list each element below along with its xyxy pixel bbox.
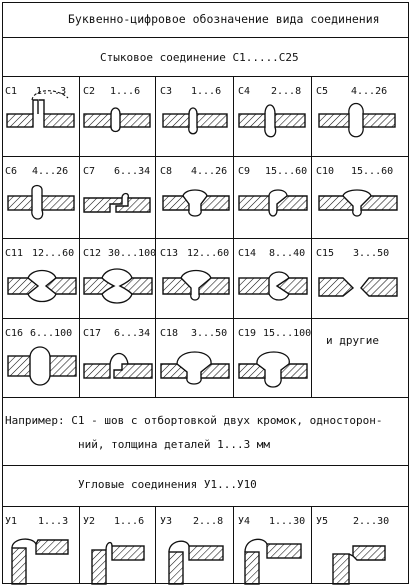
cell-code: С12 [83, 248, 102, 259]
cell-u3 [157, 508, 235, 588]
cell-u2 [80, 508, 158, 588]
cell-range: 3...50 [353, 248, 390, 259]
cell-code: С8 [160, 166, 173, 177]
cell-code: С19 [238, 328, 257, 339]
example-line-1: Например: С1 - шов с отбортовкой двух кромок, односторон- [5, 414, 383, 427]
cell-c2 [80, 78, 158, 158]
cell-code: С1 [5, 86, 18, 97]
cell-u5 [313, 508, 391, 588]
cell-code: У4 [238, 516, 251, 527]
weld-sketch-u2 [80, 508, 155, 588]
cell-code: У3 [160, 516, 173, 527]
rule-8 [2, 506, 409, 507]
cell-range: 1...3 [38, 516, 69, 527]
cell-c1 [2, 78, 80, 158]
rule-1 [2, 37, 409, 38]
cell-c7 [80, 158, 158, 238]
cell-range: 12...60 [187, 248, 230, 259]
weld-sketch-c8 [157, 158, 233, 238]
butt-section-title: Стыковое соединение С1.....С25 [100, 51, 299, 64]
weld-sketch-c17 [80, 320, 155, 400]
weld-sketch-c2 [80, 78, 155, 158]
cell-c3 [157, 78, 235, 158]
weld-sketch-c5 [313, 78, 407, 158]
weld-sketch-c16 [2, 320, 80, 400]
cell-range: 3...50 [191, 328, 228, 339]
cell-code: С5 [316, 86, 329, 97]
cell-c8 [157, 158, 235, 238]
cell-range: 30...100 [108, 248, 157, 259]
cell-range: 1...6 [110, 86, 141, 97]
cell-c11 [2, 240, 80, 320]
weld-sketch-u5 [313, 508, 407, 588]
cell-c14 [235, 240, 313, 320]
weld-sketch-u4 [235, 508, 311, 588]
cell-c17 [80, 320, 158, 400]
cell-c13 [157, 240, 235, 320]
cell-code: У1 [5, 516, 18, 527]
weld-sketch-c11 [2, 240, 80, 320]
cell-range: 1...30 [269, 516, 306, 527]
cell-c12 [80, 240, 158, 320]
cell-code: С6 [5, 166, 18, 177]
cell-code: С18 [160, 328, 179, 339]
cell-range: 1...6 [191, 86, 222, 97]
weld-sketch-c12 [80, 240, 155, 320]
cell-range: 15...60 [351, 166, 394, 177]
weld-sketch-u3 [157, 508, 233, 588]
cell-range: 2...8 [193, 516, 224, 527]
cell-c9 [235, 158, 313, 238]
cell-code: С11 [5, 248, 24, 259]
cell-c18 [157, 320, 235, 400]
cell-c6 [2, 158, 80, 238]
rule-4 [2, 238, 409, 239]
cell-code: С2 [83, 86, 96, 97]
weld-sketch-c1 [2, 78, 80, 158]
weld-sketch-c15 [313, 240, 407, 320]
cell-range: 12...60 [32, 248, 75, 259]
cell-code: С15 [316, 248, 335, 259]
cell-code: С13 [160, 248, 179, 259]
cell-range: 6...34 [114, 328, 151, 339]
weld-sketch-c6 [2, 158, 80, 238]
cell-range: 4...26 [191, 166, 228, 177]
cell-code: С14 [238, 248, 257, 259]
weld-sketch-c10 [313, 158, 407, 238]
example-line-2: ний, толщина деталей 1...3 мм [78, 438, 271, 451]
table-header: Буквенно-цифровое обозначение вида соединения [68, 12, 380, 26]
cell-code: С9 [238, 166, 251, 177]
cell-c4 [235, 78, 313, 158]
cell-code: У5 [316, 516, 329, 527]
cell-range: 6...100 [30, 328, 73, 339]
cell-code: С7 [83, 166, 96, 177]
cell-code: С16 [5, 328, 24, 339]
cell-range: 15...60 [265, 166, 308, 177]
weld-sketch-c3 [157, 78, 233, 158]
corner-section-title: Угловые соединения У1...У10 [78, 478, 257, 491]
cell-c16 [2, 320, 80, 400]
rule-2 [2, 76, 409, 77]
cell-range: 4...26 [351, 86, 388, 97]
cell-u1 [2, 508, 80, 588]
weld-sketch-c13 [157, 240, 233, 320]
weld-sketch-u1 [2, 508, 80, 588]
cell-c10 [313, 158, 394, 238]
others-note: и другие [326, 334, 379, 347]
cell-c5 [313, 78, 391, 158]
cell-range: 6...34 [114, 166, 151, 177]
cell-u4 [235, 508, 313, 588]
weld-sketch-c9 [235, 158, 311, 238]
cell-code: С10 [316, 166, 335, 177]
cell-range: 8...40 [269, 248, 306, 259]
weld-sketch-c4 [235, 78, 311, 158]
weld-sketch-c14 [235, 240, 311, 320]
cell-range: 15...100 [263, 328, 312, 339]
cell-range: 2...8 [271, 86, 302, 97]
weld-sketch-c18 [157, 320, 233, 400]
cell-code: С3 [160, 86, 173, 97]
weld-sketch-c19 [235, 320, 311, 400]
cell-code: С17 [83, 328, 102, 339]
cell-c19 [235, 320, 313, 400]
cell-code: С4 [238, 86, 251, 97]
cell-range: 2...30 [353, 516, 390, 527]
cell-range: 4...26 [32, 166, 69, 177]
cell-range: 1...6 [114, 516, 145, 527]
rule-7 [2, 465, 409, 466]
cell-c15 [313, 240, 391, 320]
cell-range: 1...3 [36, 86, 67, 97]
weld-sketch-c7 [80, 158, 155, 238]
cell-code: У2 [83, 516, 96, 527]
